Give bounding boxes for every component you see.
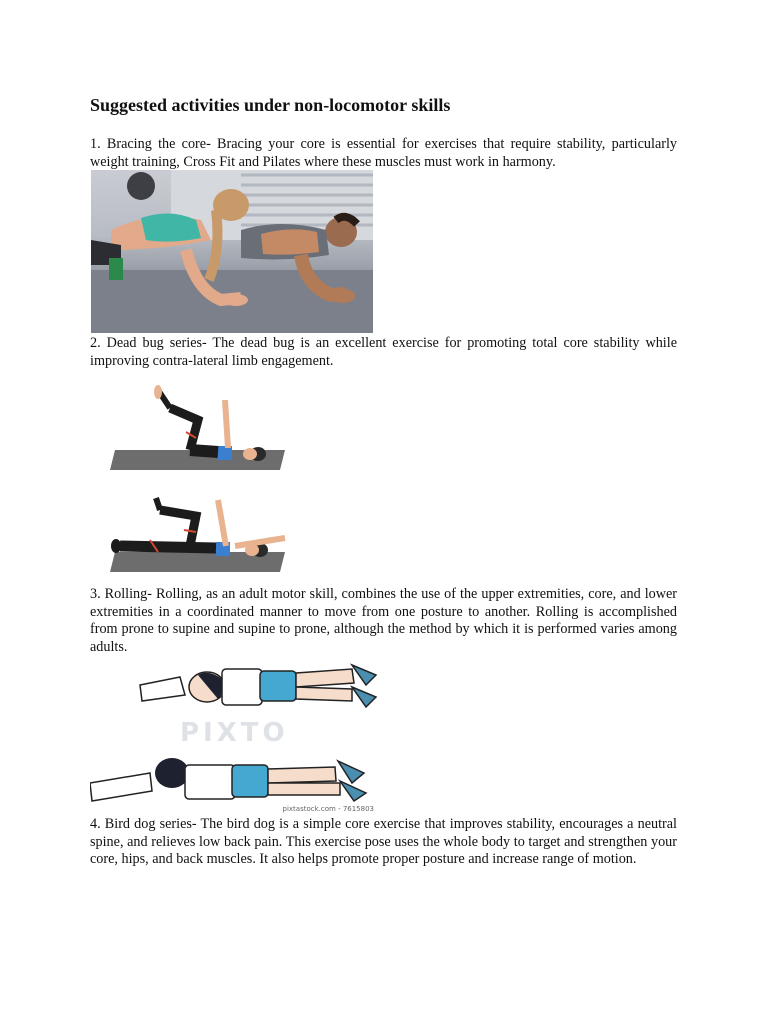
rolling-illustration — [90, 655, 380, 815]
watermark-text: PIXTO — [180, 718, 289, 748]
item-rolling: 3. Rolling- Rolling, as an adult motor skill, combines the use of the upper extremities, core, and lower extremities in a coordinated manner to move from one posture to another. Rolling is accomplished from prone to supine and supine to prone, although the method by which it is performed varies among adults. — [90, 586, 677, 655]
page-title: Suggested activities under non-locomotor skills — [90, 95, 451, 115]
plank-photo — [91, 170, 373, 333]
item-dead-bug-series: 2. Dead bug series- The dead bug is an excellent exercise for promoting total core stability while improving contra-lateral limb engagement. — [90, 335, 677, 369]
item-bird-dog-series: 4. Bird dog series- The bird dog is a simple core exercise that improves stability, encourages a neutral spine, and relieves low back pain. This exercise pose uses the whole body to target and strengthen your core, hips, and back muscles. It also helps promote proper posture and increase range of motion. — [90, 816, 677, 868]
image-caption: pixtastock.com - 7615803 — [282, 805, 374, 813]
item-bracing-the-core: 1. Bracing the core- Bracing your core is essential for exercises that require stability, particularly weight training, Cross Fit and Pilates where these muscles must work in harmony. — [90, 136, 677, 170]
dead-bug-illustration — [100, 380, 300, 576]
